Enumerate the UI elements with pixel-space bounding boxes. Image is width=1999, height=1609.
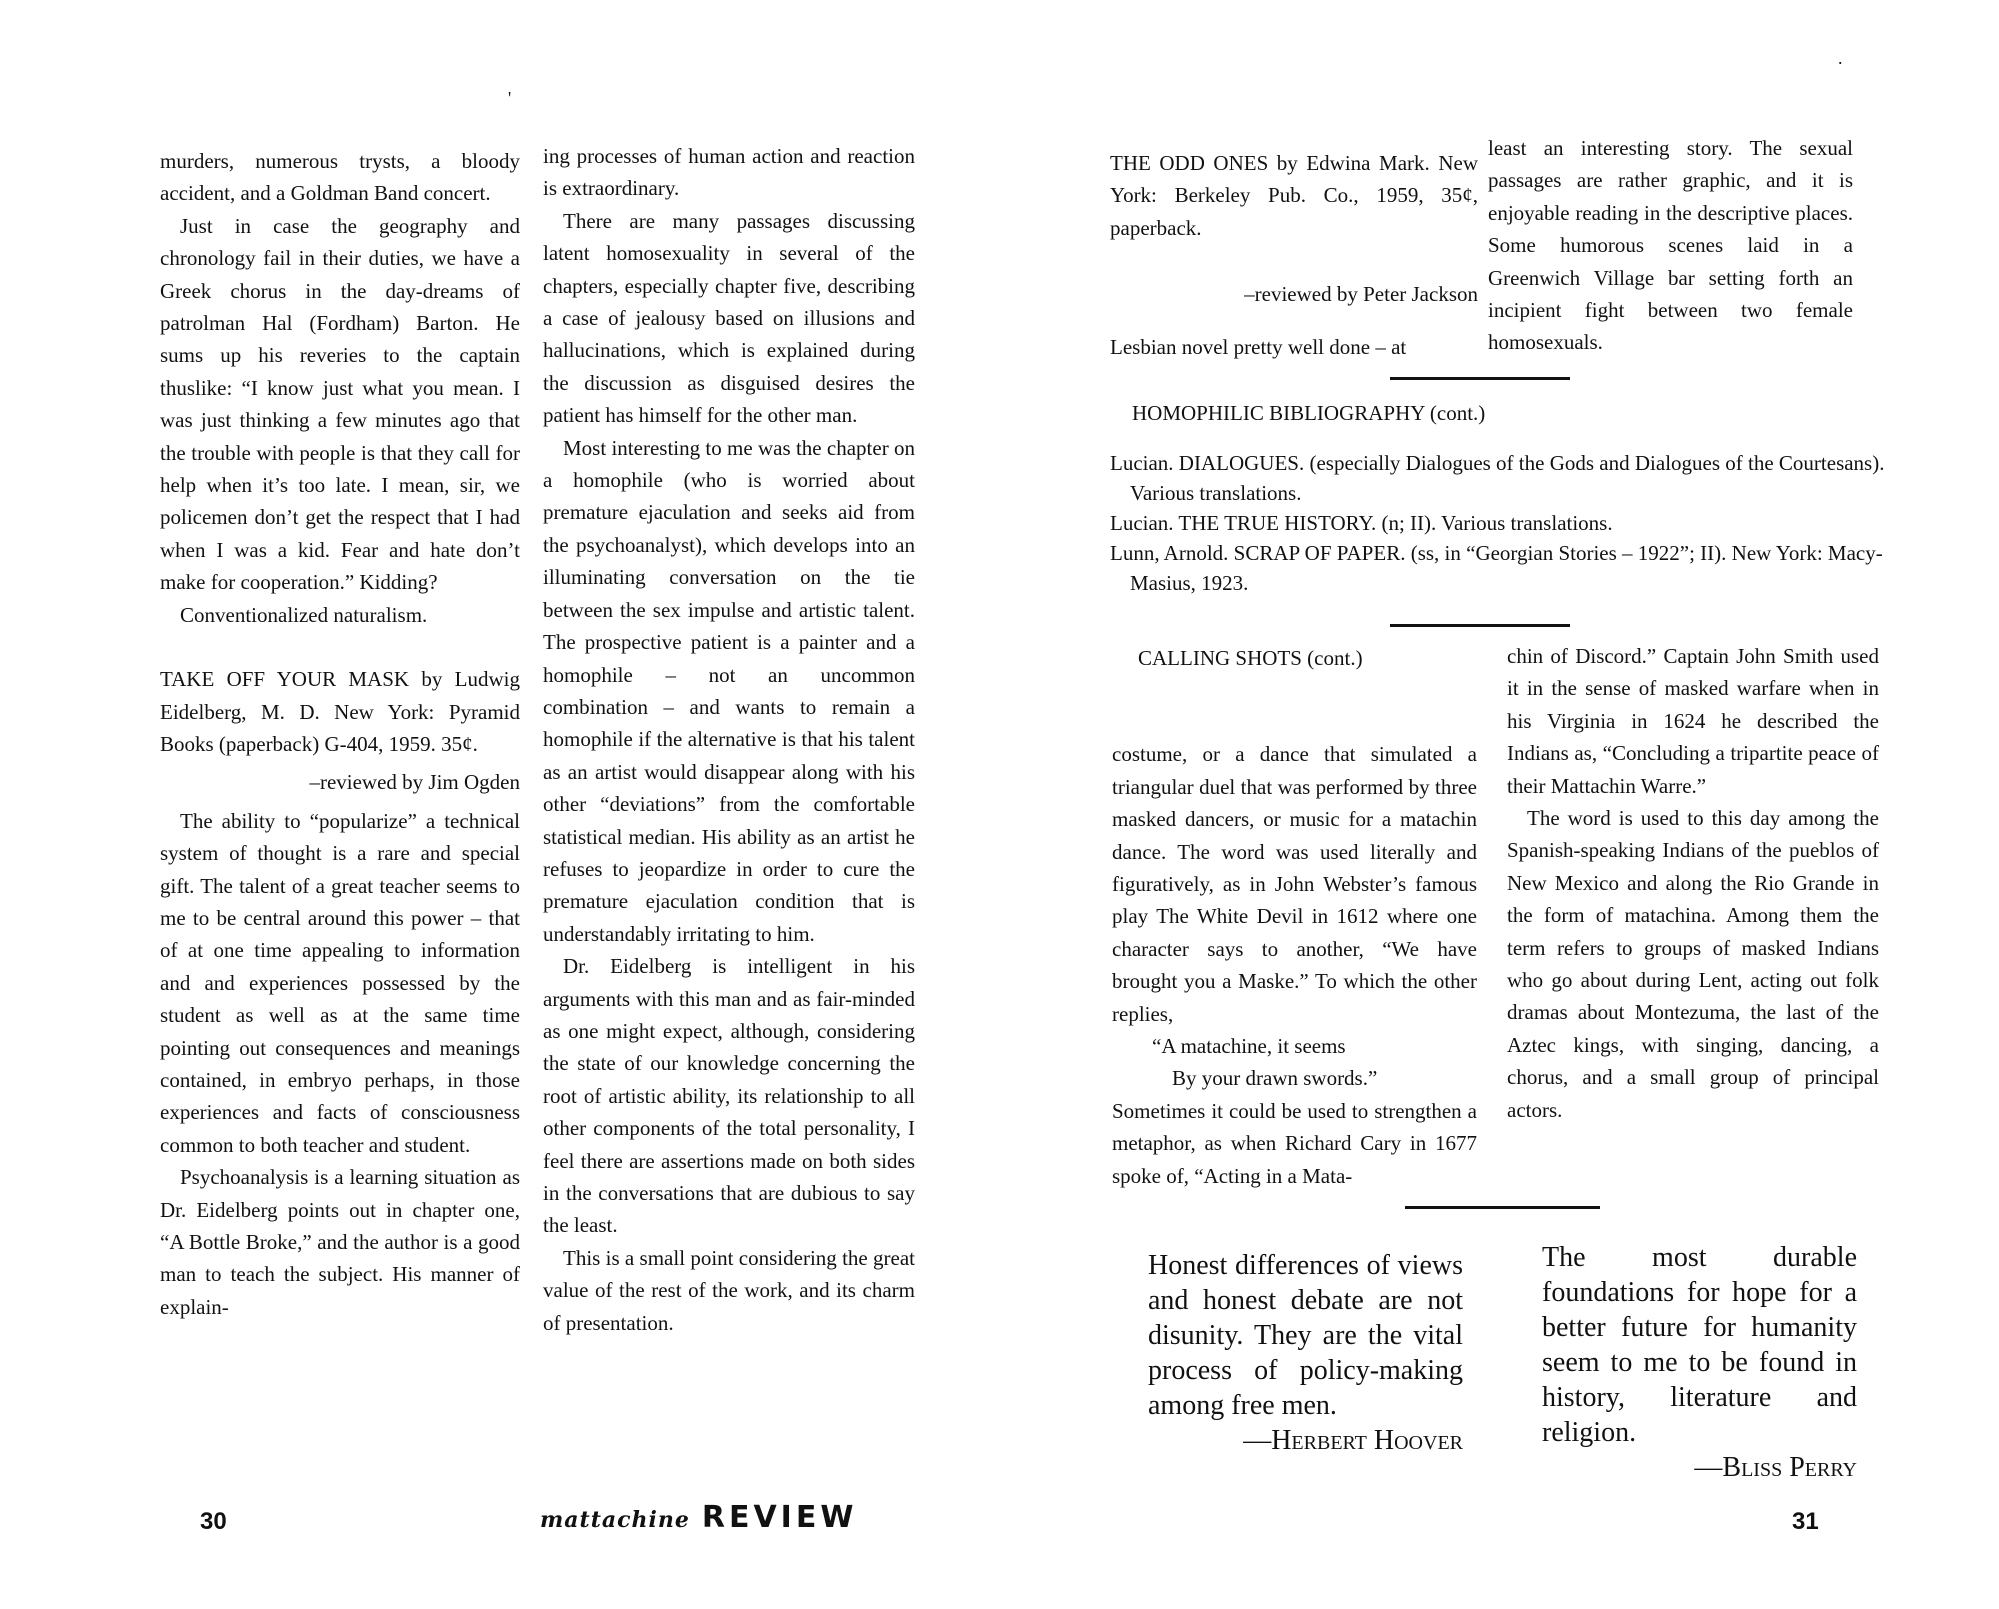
section-heading: CALLING SHOTS (cont.) [1138, 646, 1363, 670]
quote-text: Honest differences of views and honest debate are not disunity. They are the vital process of policy-making among free men. [1148, 1250, 1463, 1421]
left-column-2 [543, 140, 915, 1339]
bibliography-entry: Lucian. DIALOGUES. (especially Dialogues of the Gods and Dialogues of the Courtesans). Various translations. [1110, 451, 1885, 505]
calling-shots-left [1112, 642, 1477, 1192]
paragraph: Sometimes it could be used to strengthen a metaphor, as when Richard Cary in 1677 spoke of, “Acting in a Mata- [1112, 1098, 1477, 1188]
page-number: 30 [200, 1508, 227, 1535]
paragraph: costume, or a dance that simulated a triangular duel that was performed by three masked dancers, or music for a matachin dance. The word was used literally and figuratively, as in John Webster’s famous play The White Devil in 1612 where one character says to another, “We have brought you a Maske.” To which the other replies, [1112, 742, 1477, 1026]
verse-line: By your drawn swords.” [1172, 1066, 1378, 1091]
stray-mark: ' [508, 88, 512, 108]
quote-author: —Herbert Hoover [1243, 1425, 1463, 1456]
quote-box [1542, 1240, 1857, 1485]
quote-text: The most durable foundations for hope for a better future for humanity seem to me to be found in history, literature and religion. [1542, 1242, 1857, 1448]
paragraph: There are many passages discussing latent homosexuality in several of the chapters, especially chapter five, describing a case of jealousy based on illusions and hallucinations, which is explained during the discussion as disguised desires the patient has himself for the other man. [543, 208, 915, 428]
masthead-script: mattachine [540, 1507, 690, 1533]
paragraph: murders, numerous trysts, a bloody accident, and a Goldman Band concert. [160, 149, 520, 206]
quote-box [1148, 1248, 1463, 1458]
odd-ones-right [1488, 132, 1853, 359]
right-page [1000, 0, 1999, 1609]
masthead [540, 1500, 857, 1535]
calling-shots-right [1507, 640, 1879, 1126]
paragraph: ing processes of human action and reaction is extraordinary. [543, 144, 915, 201]
masthead-title: REVIEW [701, 1500, 858, 1535]
left-column-1 [160, 145, 520, 1323]
page-number: 31 [1792, 1508, 1819, 1535]
reviewer-credit: –reviewed by Peter Jackson [1244, 282, 1478, 307]
bibliography-entry: Lunn, Arnold. SCRAP OF PAPER. (ss, in “Georgian Stories – 1922”; II). New York: Macy-Masius, 1923. [1110, 541, 1883, 595]
section-divider [1390, 377, 1570, 380]
bibliography [1110, 398, 1890, 598]
paragraph: Most interesting to me was the chapter on a homophile (who is worried about premature ejaculation and seeks aid from the psychoanalyst), which develops into an illuminating conversation on the tie between the sex impulse and artistic talent. The prospective patient is a painter and a homophile – not an uncommon combination – and wants to remain a homophile if the alternative is that his talent as an artist would disappear along with his other “deviations” from the comfortable statistical median. His ability as an artist he refuses to jeopardize in order to cure the premature ejaculation condition that is understandably irritating to him. [543, 435, 915, 946]
section-heading: HOMOPHILIC BIBLIOGRAPHY (cont.) [1132, 401, 1486, 425]
paragraph: The ability to “popularize” a technical system of thought is a rare and special gift. The talent of a great teacher seems to me to be central around this power – that of at one time appealing to information and and experiences possessed by the student as well as at the same time pointing out consequences and meanings contained, in embryo perhaps, in those experiences and facts of consciousness common to both teacher and student. [160, 808, 520, 1157]
section-divider [1390, 624, 1570, 627]
review-citation: TAKE OFF YOUR MASK by Ludwig Eidelberg, M. D. New York: Pyramid Books (paperback) G-404, 1959. 35¢. [160, 667, 520, 756]
paragraph: Dr. Eidelberg is intelligent in his arguments with this man and as fair-minded as one might expect, although, considering the state of our knowledge concerning the root of artistic ability, its relationship to all other components of the total personality, I feel there are assertions made on both sides in the conversations that are dubious to say the least. [543, 954, 915, 1238]
odd-ones-left [1110, 147, 1478, 363]
bibliography-entry: Lucian. THE TRUE HISTORY. (n; II). Various translations. [1110, 511, 1613, 535]
stray-mark: . [1838, 48, 1843, 68]
quote-author: —Bliss Perry [1694, 1452, 1857, 1483]
section-divider [1405, 1206, 1600, 1209]
paragraph: The word is used to this day among the Spanish-speaking Indians of the pueblos of New Mexico and along the Rio Grande in the form of matachina. Among them the term refers to groups of masked Indians who go about during Lent, acting out folk dramas about Montezuma, the last of the Aztec kings, with singing, dancing, a chorus, and a small group of principal actors. [1507, 806, 1879, 1122]
paragraph: Conventionalized naturalism. [180, 602, 428, 627]
review-citation: THE ODD ONES by Edwina Mark. New York: Berkeley Pub. Co., 1959, 35¢, paperback. [1110, 151, 1478, 240]
paragraph: chin of Discord.” Captain John Smith used it in the sense of masked warfare when in his Virginia in 1624 he described the Indians as, “Concluding a tripartite peace of their Mattachin Warre.” [1507, 644, 1879, 798]
verse-line: “A matachine, it seems [1152, 1034, 1346, 1059]
paragraph: least an interesting story. The sexual passages are rather graphic, and it is enjoyable reading in the descriptive places. Some humorous scenes laid in a Greenwich Village bar setting forth an incipient fight between two female homosexuals. [1488, 136, 1853, 355]
paragraph: Psychoanalysis is a learning situation as Dr. Eidelberg points out in chapter one, “A Bottle Broke,” and the author is a good man to teach the subject. His manner of explain- [160, 1165, 520, 1319]
paragraph: Lesbian novel pretty well done – at [1110, 334, 1407, 359]
reviewer-credit: –reviewed by Jim Ogden [309, 770, 520, 795]
paragraph: This is a small point considering the great value of the rest of the work, and its charm of presentation. [543, 1245, 915, 1335]
paragraph: Just in case the geography and chronology fail in their duties, we have a Greek chorus in the day-dreams of patrolman Hal (Fordham) Barton. He sums up his reveries to the captain thuslike: “I know just what you mean. I was just thinking a few minutes ago that the trouble with people is that they call for help when it’s too late. I mean, sir, we policemen don’t get the respect that I had when I was a kid. Fear and hate don’t make for cooperation.” Kidding? [160, 213, 520, 595]
